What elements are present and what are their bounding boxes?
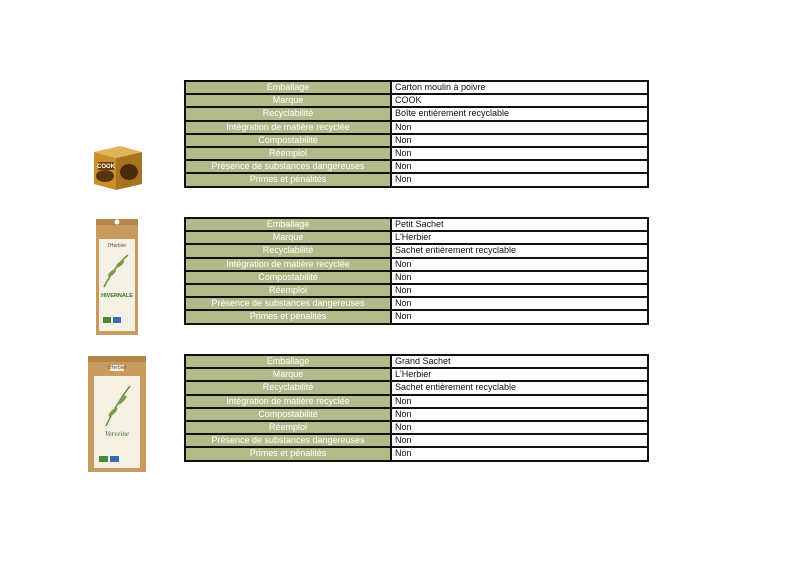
table-row bbox=[185, 421, 648, 434]
table-row bbox=[185, 381, 648, 394]
row-value: Non bbox=[391, 434, 648, 447]
spec-table-petit-sachet bbox=[184, 217, 649, 325]
row-value: Non bbox=[391, 310, 648, 323]
table-row bbox=[185, 271, 648, 284]
table-row bbox=[185, 231, 648, 244]
row-label: Marque bbox=[185, 231, 391, 244]
row-label: Primes et pénalités bbox=[185, 310, 391, 323]
table-row bbox=[185, 447, 648, 460]
table-row bbox=[185, 297, 648, 310]
table-row bbox=[185, 121, 648, 134]
row-label: Primes et pénalités bbox=[185, 173, 391, 186]
table-row bbox=[185, 173, 648, 186]
row-label: Présence de substances dangereuses bbox=[185, 297, 391, 310]
row-label: Réemploi bbox=[185, 284, 391, 297]
row-label: Recyclabilité bbox=[185, 244, 391, 257]
row-value: Petit Sachet bbox=[391, 218, 648, 231]
large-herb-sachet-icon bbox=[86, 354, 148, 476]
row-label: Intégration de matière recyclée bbox=[185, 258, 391, 271]
row-label: Recyclabilité bbox=[185, 107, 391, 120]
row-label: Marque bbox=[185, 368, 391, 381]
table-row bbox=[185, 258, 648, 271]
row-value: Non bbox=[391, 395, 648, 408]
table-row bbox=[185, 284, 648, 297]
row-value: Non bbox=[391, 271, 648, 284]
row-label: Emballage bbox=[185, 355, 391, 368]
spec-table-cook bbox=[184, 80, 649, 188]
row-value: Non bbox=[391, 447, 648, 460]
row-value: Non bbox=[391, 258, 648, 271]
row-label: Primes et pénalités bbox=[185, 447, 391, 460]
row-label: Recyclabilité bbox=[185, 381, 391, 394]
row-value: L'Herbier bbox=[391, 231, 648, 244]
cook-logo-text: COOK bbox=[97, 164, 115, 170]
row-label: Marque bbox=[185, 94, 391, 107]
table-row bbox=[185, 134, 648, 147]
spec-table-grand-sachet bbox=[184, 354, 649, 462]
table-row bbox=[185, 395, 648, 408]
sachet-brand-text: l'Herbier bbox=[107, 365, 127, 371]
row-value: Sachet entièrement recyclable bbox=[391, 244, 648, 257]
row-value: Non bbox=[391, 121, 648, 134]
row-value: Non bbox=[391, 147, 648, 160]
row-value: Non bbox=[391, 284, 648, 297]
pepper-grinder-box-icon bbox=[90, 142, 144, 192]
row-label: Réemploi bbox=[185, 147, 391, 160]
row-value: Non bbox=[391, 160, 648, 173]
row-value: L'Herbier bbox=[391, 368, 648, 381]
table-row bbox=[185, 244, 648, 257]
table-row bbox=[185, 408, 648, 421]
table-row bbox=[185, 218, 648, 231]
row-value: Non bbox=[391, 408, 648, 421]
row-label: Présence de substances dangereuses bbox=[185, 160, 391, 173]
row-value: Non bbox=[391, 134, 648, 147]
table-row bbox=[185, 94, 648, 107]
row-label: Intégration de matière recyclée bbox=[185, 121, 391, 134]
row-value: Non bbox=[391, 421, 648, 434]
row-label: Réemploi bbox=[185, 421, 391, 434]
sachet-product-text: Verveine bbox=[104, 430, 130, 438]
table-row bbox=[185, 310, 648, 323]
row-value: Sachet entièrement recyclable bbox=[391, 381, 648, 394]
row-label: Compostabilité bbox=[185, 408, 391, 421]
table-row bbox=[185, 368, 648, 381]
row-label: Compostabilité bbox=[185, 134, 391, 147]
table-row bbox=[185, 160, 648, 173]
row-value: Non bbox=[391, 173, 648, 186]
row-value: Boîte entièrement recyclable bbox=[391, 107, 648, 120]
sachet-brand-text: l'Herbier bbox=[107, 243, 127, 249]
row-label: Emballage bbox=[185, 218, 391, 231]
row-value: Carton moulin à poivre bbox=[391, 81, 648, 94]
table-row bbox=[185, 147, 648, 160]
table-row bbox=[185, 434, 648, 447]
table-row bbox=[185, 355, 648, 368]
row-value: Non bbox=[391, 297, 648, 310]
row-value: COOK bbox=[391, 94, 648, 107]
sachet-product-text: HIVERNALE bbox=[101, 293, 133, 299]
row-label: Intégration de matière recyclée bbox=[185, 395, 391, 408]
table-row bbox=[185, 107, 648, 120]
table-row bbox=[185, 81, 648, 94]
row-label: Présence de substances dangereuses bbox=[185, 434, 391, 447]
small-herb-sachet-icon bbox=[94, 217, 140, 339]
row-value: Grand Sachet bbox=[391, 355, 648, 368]
row-label: Emballage bbox=[185, 81, 391, 94]
row-label: Compostabilité bbox=[185, 271, 391, 284]
